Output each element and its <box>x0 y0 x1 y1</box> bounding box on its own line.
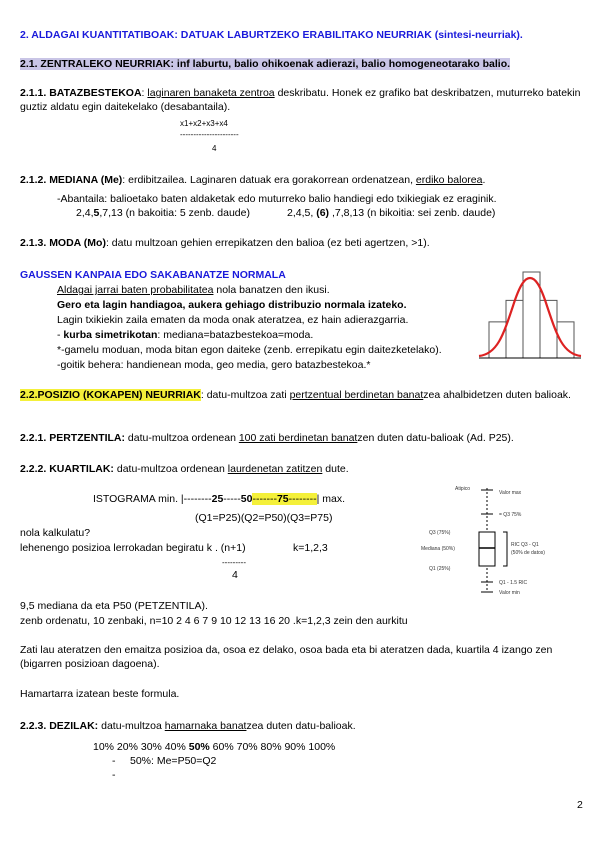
section-2-2-2 <box>20 462 582 476</box>
boxplot-label-ric2: (50% de datos) <box>511 550 545 556</box>
paragraph-1: Zati lau ateratzen den emaitza posizioa da, osoa ez delako, osoa bada eta bi ateratzen dada, kuartila 4 izango zen (bigarren posizioan dagoena). <box>20 644 553 670</box>
boxplot-label-median: Mediana (50%) <box>421 546 455 552</box>
section-2-1-2-link: erdiko balorea <box>415 174 483 186</box>
section-2-1-1-title: 2.1.1. BATAZBESTEKOA <box>20 87 142 99</box>
section-2-1 <box>20 57 582 71</box>
gauss-line-4-rest: : mediana=batazbestekoa=moda. <box>157 329 314 341</box>
gauss-line-4 <box>57 328 313 342</box>
mean-numerator: x1+x2+x3+x4 <box>180 119 228 128</box>
section-2-2-1 <box>20 431 582 445</box>
k-range: k=1,2,3 <box>293 542 328 554</box>
paragraph-2: Hamartarra izatean beste formula. <box>20 688 180 700</box>
section-2-1-2-title: 2.1.2. MEDIANA (Me) <box>20 174 123 186</box>
boxplot-box <box>479 532 495 566</box>
histogram-bar <box>489 322 506 358</box>
section-2-2-2-link: laurdenetan zatitzen <box>227 463 323 475</box>
mean-fraction-line: ---------------------- <box>180 130 239 139</box>
median-even-post: ,7,8,13 (n bikoitia: sei zenb. daude) <box>329 207 496 219</box>
median-example-odd <box>76 206 250 220</box>
decile-bullet-1: 50%: Me=P50=Q2 <box>130 755 217 767</box>
decile-percentages <box>93 740 335 754</box>
example-line-1: 9,5 mediana da eta P50 (PETZENTILA). <box>20 600 208 612</box>
section-2-1-1-sep: : <box>141 87 148 99</box>
boxplot-label-top2: Valor max <box>499 490 522 496</box>
section-2-1-3-title: 2.1.3. MODA (Mo) <box>20 237 106 249</box>
section-2-2-text: : datu-multzoa zati <box>200 389 290 401</box>
how-to-calc: nola kalkulatu? <box>20 527 91 539</box>
section-2-1-title: 2.1. ZENTRALEKO NEURRIAK: inf laburtu, balio ohikoenak adierazi, balio homogeneotarako balio. <box>20 58 511 70</box>
section-2-1-2-text: : erdibitzailea. Laginaren datuak era gorakorrean ordenatzean, <box>122 174 416 186</box>
median-even-pre: 2,4,5, <box>287 207 317 219</box>
gauss-line-4-pre: - <box>57 329 64 341</box>
quartile-definitions: (Q1=P25)(Q2=P50)(Q3=P75) <box>195 512 333 524</box>
boxplot-label-q1-left: Q1 (25%) <box>429 566 451 572</box>
isto-mid1: ----- <box>223 493 241 505</box>
decile-pre: 10% 20% 30% 40% <box>93 741 189 753</box>
boxplot-label-q3-right: = Q3 75% <box>499 512 522 518</box>
isto-mid2a: ------- <box>252 493 277 505</box>
page-number: 2 <box>577 799 583 811</box>
section-2-2-text2: zea ahalbidetzen duten balioak. <box>423 389 571 401</box>
isto-25: 25 <box>211 493 224 505</box>
section-2-2-1-link: 100 zati berdinetan banat <box>238 432 358 444</box>
gauss-line-1-link: Aldagai jarrai baten probabilitatea <box>57 284 214 296</box>
decile-post: 60% 70% 80% 90% 100% <box>209 741 336 753</box>
gauss-line-6: -goitik behera: handienean moda, geo media, gero batazbestekoa.* <box>57 359 371 371</box>
isto-label: ISTOGRAMA min. |-------- <box>93 493 212 505</box>
boxplot-label-q1-right: Q1 - 1.5 RIC <box>499 580 528 586</box>
section-2-2-3-text2: zea duten datu-balioak. <box>246 720 356 732</box>
section-2-1-1-text: deskribatu. Honek ez grafiko bat deskribatzen, muturreko batekin guztiz aldatu egin daitekelako (desabantaila). <box>20 87 581 113</box>
median-odd-pre: 2,4, <box>76 207 94 219</box>
median-even-bold: (6) <box>316 207 330 219</box>
gauss-line-2: Gero eta lagin handiagoa, aukera gehiago distribuzio normala izateko. <box>57 299 407 311</box>
boxplot-label-q3-left: Q3 (75%) <box>429 530 451 536</box>
mean-denominator: 4 <box>212 144 217 153</box>
isto-mid2b: -------- <box>288 493 317 505</box>
section-2-2 <box>20 388 582 402</box>
section-2-2-2-text: datu-multzoa ordenean <box>113 463 228 475</box>
section-2-1-1 <box>20 86 582 114</box>
position-fraction-denominator: 4 <box>232 569 238 581</box>
section-2-2-3-text: datu-multzoa <box>98 720 165 732</box>
median-odd-post: ,7,13 (n bakoitia: 5 zenb. daude) <box>99 207 250 219</box>
position-fraction-line: --------- <box>222 558 246 567</box>
boxplot-figure <box>415 480 585 600</box>
decile-bold: 50% <box>188 741 210 753</box>
section-2-2-1-title: 2.2.1. PERTZENTILA: <box>20 432 126 444</box>
section-2-1-3-text: : datu multzoan gehien errepikatzen den balioa (ez beti agertzen, >1). <box>105 237 430 249</box>
section-2-2-title: 2.2.POSIZIO (KOKAPEN) NEURRIAK <box>20 389 201 401</box>
histogram-bars <box>489 272 574 358</box>
isto-75: 75 <box>276 493 289 505</box>
section-2-2-1-text: datu-multzoa ordenean <box>125 432 239 444</box>
first-position: lehenengo posizioa lerrokadan begiratu k . (n+1) <box>20 542 246 554</box>
section-2-1-3 <box>20 236 582 250</box>
gauss-title: GAUSSEN KANPAIA EDO SAKABANATZE NORMALA <box>20 269 286 281</box>
histogram-quartile-line <box>93 492 345 506</box>
section-2-2-link: pertzentual berdinetan banat <box>289 389 424 401</box>
main-heading: 2. ALDAGAI KUANTITATIBOAK: DATUAK LABURTZEKO ERABILITAKO NEURRIAK (sintesi-neurriak). <box>20 29 523 41</box>
section-2-1-1-link: laginaren banaketa zentroa <box>147 87 275 99</box>
boxplot-ric-bracket <box>503 532 507 566</box>
isto-50: 50 <box>240 493 253 505</box>
gauss-line-3: Lagin txikiekin zaila ematen da moda onak ateratzea, ez hain adierazgarria. <box>57 314 409 326</box>
gauss-histogram-figure <box>475 266 585 366</box>
boxplot-label-bottom: Valor min <box>499 590 520 596</box>
isto-end: | max. <box>316 493 346 505</box>
gauss-line-1-rest: nola banatzen den ikusi. <box>213 284 330 296</box>
section-2-2-2-text2: dute. <box>322 463 349 475</box>
boxplot-label-top: Atipico <box>455 486 471 492</box>
decile-bullet-1-dash: - <box>112 755 116 767</box>
gauss-line-1 <box>57 283 330 297</box>
decile-bullet-2-dash: - <box>112 769 116 781</box>
section-2-2-2-title: 2.2.2. KUARTILAK: <box>20 463 114 475</box>
gauss-line-4-bold: kurba simetrikotan <box>63 329 158 341</box>
median-example-even <box>287 206 495 220</box>
section-2-1-2-end: . <box>482 174 486 186</box>
section-2-2-3-title: 2.2.3. DEZILAK: <box>20 720 99 732</box>
boxplot-label-ric: RIC Q3 - Q1 <box>511 542 539 548</box>
median-advantage: -Abantaila: balioetako baten aldaketak edo muturreko balio handiegi edo txikiegiak ez eraginik. <box>57 193 497 205</box>
median-odd-bold: 5 <box>93 207 100 219</box>
section-2-1-2 <box>20 173 582 187</box>
gauss-line-5: *-gamelu moduan, moda bitan egon daiteke (zenb. errepikatu egin daitezketelako). <box>57 344 442 356</box>
example-line-2: zenb ordenatu, 10 zenbaki, n=10 2 4 6 7 9 10 12 13 16 20 .k=1,2,3 zein den aurkitu <box>20 615 408 627</box>
section-2-2-3-link: hamarnaka banat <box>164 720 247 732</box>
section-2-2-3 <box>20 719 582 733</box>
section-2-2-1-text2: zen duten datu-balioak (Ad. P25). <box>357 432 514 444</box>
histogram-bar <box>506 300 523 358</box>
